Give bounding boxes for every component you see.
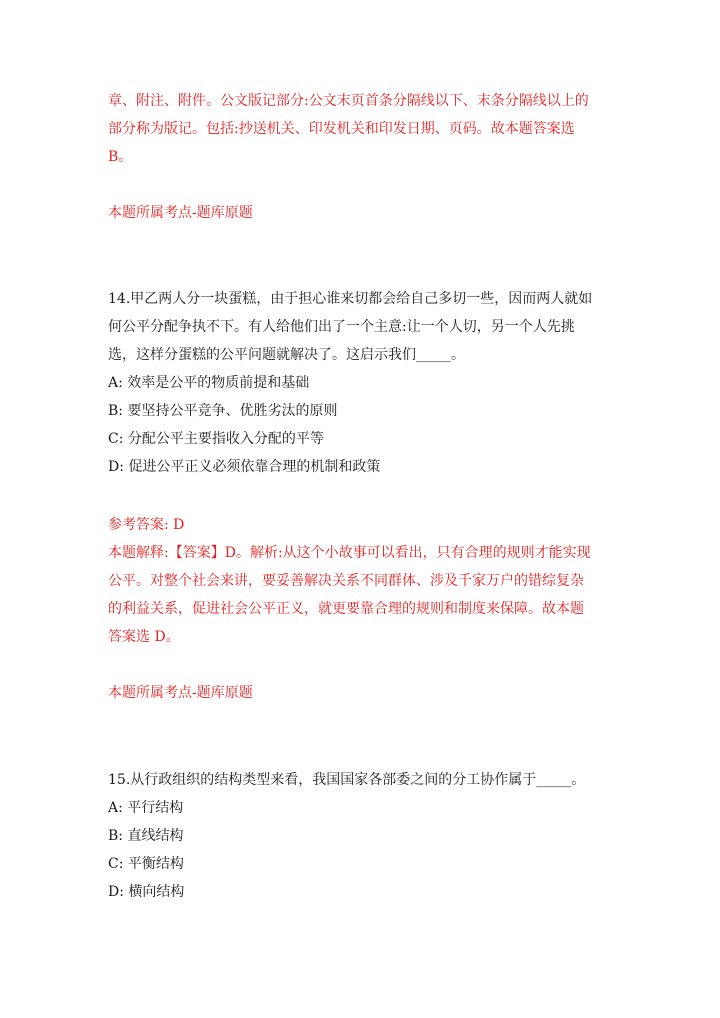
- prev-explanation-line-2: 部分称为版记。包括:抄送机关、印发机关和印发日期、页码。故本题答案选: [108, 121, 575, 137]
- q14-option-d: D: 促进公平正义必须依靠合理的机制和政策: [108, 459, 381, 475]
- prev-explanation-line-3: B。: [108, 149, 133, 165]
- q15-option-b: B: 直线结构: [108, 828, 184, 844]
- q14-explanation-line-1: 本题解释:【答案】D。解析:从这个小故事可以看出，只有合理的规则才能实现: [108, 545, 591, 561]
- q14-answer: 参考答案: D: [108, 517, 185, 533]
- q14-stem-line-2: 何公平分配争执不下。有人给他们出了一个主意:让一个人切，另一个人先挑: [108, 319, 575, 335]
- q14-option-c: C: 分配公平主要指收入分配的平等: [108, 431, 324, 447]
- q15-stem-line-1: 15.从行政组织的结构类型来看，我国国家各部委之间的分工协作属于_____。: [108, 772, 586, 788]
- q14-explanation-line-3: 的利益关系，促进社会公平正义，就更要靠合理的规则和制度来保障。故本题: [108, 601, 584, 617]
- q14-stem-line-1: 14.甲乙两人分一块蛋糕，由于担心谁来切都会给自己多切一些，因而两人就如: [108, 291, 593, 307]
- prev-explanation-line-1: 章、附注、附件。公文版记部分:公文末页首条分隔线以下、末条分隔线以上的: [108, 93, 589, 109]
- q14-explanation-line-4: 答案选 D。: [108, 629, 180, 645]
- q15-option-c: C: 平衡结构: [108, 856, 184, 872]
- q14-option-a: A: 效率是公平的物质前提和基础: [108, 375, 310, 391]
- q14-option-b: B: 要坚持公平竞争、优胜劣汰的原则: [108, 403, 338, 419]
- q14-explanation-line-2: 公平。对整个社会来讲，要妥善解决关系不同群体、涉及千家万户的错综复杂: [108, 573, 584, 589]
- q15-option-a: A: 平行结构: [108, 800, 184, 816]
- q14-stem-line-3: 选，这样分蛋糕的公平问题就解决了。这启示我们_____。: [108, 347, 465, 363]
- q15-option-d: D: 横向结构: [108, 884, 185, 900]
- prev-source-label: 本题所属考点-题库原题: [108, 205, 253, 221]
- q14-source-label: 本题所属考点-题库原题: [108, 685, 253, 701]
